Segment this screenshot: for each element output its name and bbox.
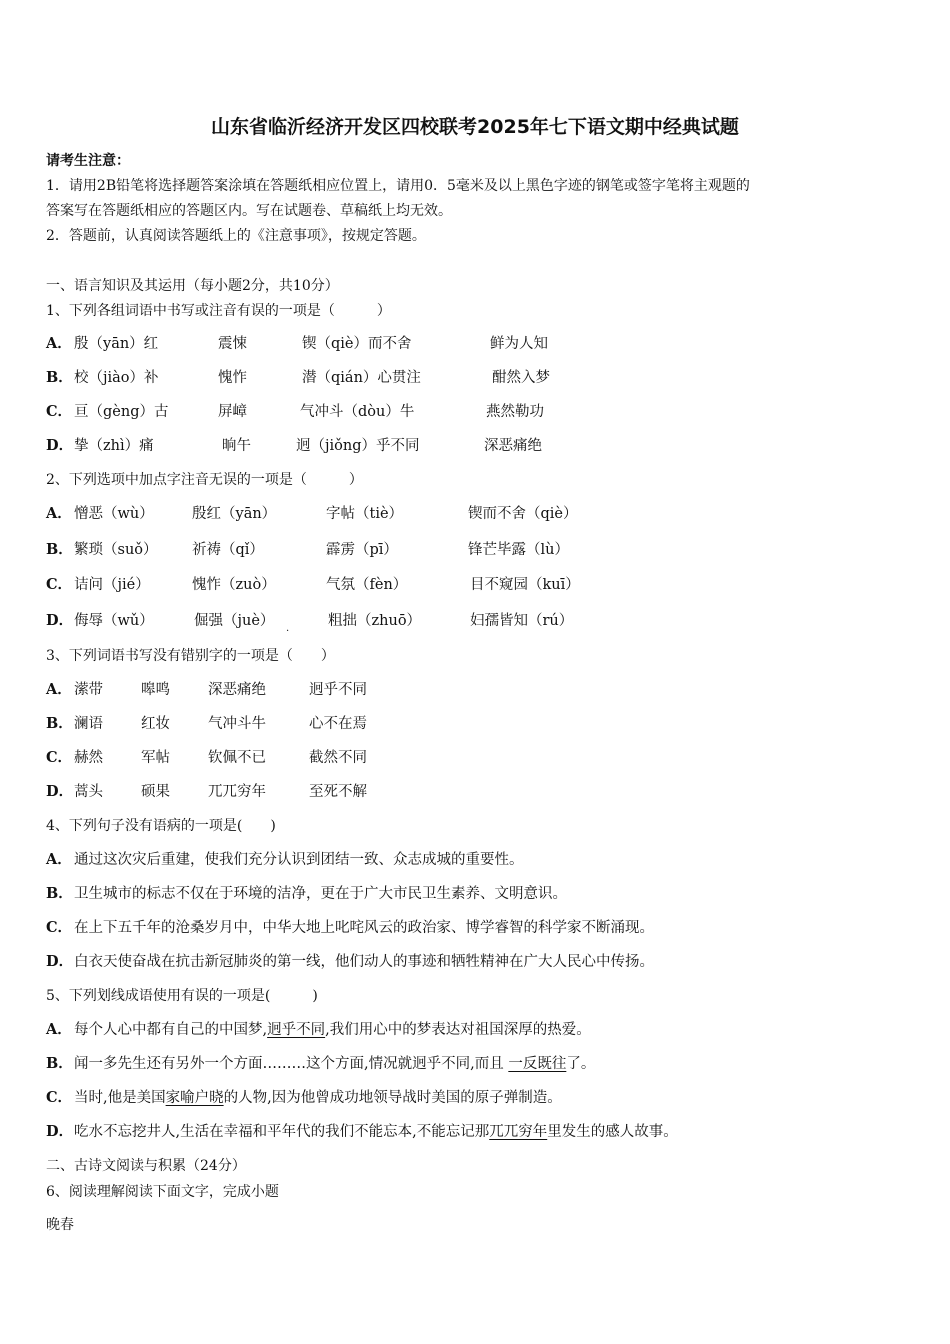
q3-option-c[interactable]: C． 赫然 (46, 749, 103, 766)
q3-a-word-3: 深恶痛绝 (208, 682, 266, 698)
question-1-stem: 1、下列各组词语中书写或注音有误的一项是（ ） (46, 303, 391, 319)
q1-option-a[interactable]: A． 殷（yān）红 (46, 335, 159, 352)
q2-c-word-3: 气氛（fèn） (326, 577, 408, 593)
q3-b-word-3: 气冲斗牛 (208, 716, 266, 732)
question-5-stem: 5、下列划线成语使用有误的一项是( ) (46, 988, 318, 1004)
q4-option-b[interactable]: B．卫生城市的标志不仅在于环境的洁净，更在于广大市民卫生素养、文明意识。 (46, 885, 567, 902)
q4-option-a[interactable]: A． 通过这次灾后重建，使我们充分认识到团结一致、众志成城的重要性。 (46, 851, 524, 868)
q2-b-word-2: 祈祷（qǐ） (192, 542, 264, 558)
q2-c-word-4: 目不窥园（kuī） (470, 577, 580, 593)
q4-option-c[interactable]: C． 在上下五千年的沧桑岁月中，中华大地上叱咤风云的政治家、博学睿智的科学家不断涌现。 (46, 919, 654, 936)
q3-option-b[interactable]: B．澜语 (46, 715, 103, 732)
q3-c-word-3: 钦佩不已 (208, 750, 266, 766)
underlined-idiom: 迥乎不同 (267, 1022, 326, 1038)
q2-option-d[interactable]: D．侮辱（wǔ） (46, 612, 154, 629)
notice-heading: 请考生注意： (46, 153, 130, 169)
notice-item-2: 2．答题前，认真阅读答题纸上的《注意事项》，按规定答题。 (46, 228, 426, 244)
q5-option-c[interactable]: C． 当时,他是美国家喻户晓的人物,因为他曾成功地领导战时美国的原子弹制造。 (46, 1089, 562, 1106)
question-3-stem: 3、下列词语书写没有错别字的一项是（ ） (46, 648, 335, 664)
q3-a-word-4: 迥乎不同 (309, 682, 367, 698)
underlined-idiom: 家喻户晓 (165, 1090, 224, 1106)
q1-d-word-2: 晌午 (222, 438, 251, 454)
question-2-stem: 2、下列选项中加点字注音无误的一项是（ ） (46, 472, 363, 488)
q2-b-word-4: 锋芒毕露（lù） (468, 542, 569, 558)
q3-c-word-2: 军帖 (141, 750, 170, 766)
section-heading-2: 二、古诗文阅读与积累（24分） (46, 1158, 246, 1174)
q2-option-c[interactable]: C． 诘问（jié） (46, 576, 150, 593)
q2-d-word-3: 粗拙（zhuō） (328, 613, 422, 629)
q1-option-d[interactable]: D．挚（zhì）痛 (46, 437, 154, 454)
q2-option-a[interactable]: A． 憎恶（wù） (46, 505, 154, 522)
page-title: 山东省临沂经济开发区四校联考2025年七下语文期中经典试题 (211, 116, 739, 138)
q1-d-word-3: 迥（jiǒng）乎不同 (296, 438, 420, 454)
q3-b-word-4: 心不在焉 (309, 716, 367, 732)
q3-a-word-2: 嗥鸣 (141, 682, 170, 698)
q1-d-word-4: 深恶痛绝 (484, 438, 542, 454)
section-heading-1: 一、语言知识及其运用（每小题2分，共10分） (46, 278, 339, 294)
question-6-stem: 6、阅读理解阅读下面文字，完成小题 (46, 1184, 279, 1200)
q3-b-word-2: 红妆 (141, 716, 170, 732)
emphasis-dot: . (286, 623, 290, 634)
notice-item-1-cont: 答案写在答题纸相应的答题区内。写在试题卷、草稿纸上均无效。 (46, 203, 452, 219)
q1-a-word-3: 锲（qiè）而不舍 (302, 336, 412, 352)
q2-d-word-4: 妇孺皆知（rú） (470, 613, 574, 629)
q1-c-word-2: 屏嶂 (218, 404, 247, 420)
q1-c-word-4: 燕然勒功 (486, 404, 544, 420)
underlined-idiom: 兀兀穷年 (489, 1124, 548, 1140)
q2-c-word-2: 愧怍（zuò） (192, 577, 276, 593)
q2-a-word-4: 锲而不舍（qiè） (468, 506, 578, 522)
q2-a-word-3: 字帖（tiè） (326, 506, 404, 522)
q3-d-word-4: 至死不解 (309, 784, 367, 800)
q1-a-word-2: 震悚 (218, 336, 247, 352)
q1-a-word-4: 鲜为人知 (490, 336, 548, 352)
q5-option-d[interactable]: D．吃水不忘挖井人,生活在幸福和平年代的我们不能忘本,不能忘记那兀兀穷年里发生的感人故事。 (46, 1123, 678, 1140)
question-4-stem: 4、下列句子没有语病的一项是( ) (46, 818, 276, 834)
q3-option-a[interactable]: A． 潆带 (46, 681, 103, 698)
underlined-idiom: 一反既往 (508, 1056, 567, 1072)
q1-b-word-2: 愧怍 (218, 370, 247, 386)
q2-a-word-2: 殷红（yān） (192, 506, 277, 522)
q3-d-word-3: 兀兀穷年 (208, 784, 266, 800)
q2-option-b[interactable]: B．繁琐（suǒ） (46, 541, 158, 558)
q5-option-a[interactable]: A． 每个人心中都有自己的中国梦,迥乎不同,我们用心中的梦表达对祖国深厚的热爱。 (46, 1021, 591, 1038)
q2-d-word-2: 倔强（juè） (194, 613, 275, 629)
q3-option-d[interactable]: D．蒿头 (46, 783, 103, 800)
q2-b-word-3: 霹雳（pī） (326, 542, 398, 558)
q3-d-word-2: 硕果 (141, 784, 170, 800)
notice-item-1: 1．请用2B铅笔将选择题答案涂填在答题纸相应位置上，请用0．5毫米及以上黑色字迹的钢笔或签字笔将主观题的 (46, 178, 750, 194)
q4-option-d[interactable]: D．白衣天使奋战在抗击新冠肺炎的第一线，他们动人的事迹和牺牲精神在广大人民心中传扬。 (46, 953, 654, 970)
q1-c-word-3: 气冲斗（dòu）牛 (300, 404, 415, 420)
q1-option-c[interactable]: C． 亘（gèng）古 (46, 403, 169, 420)
q1-b-word-4: 酣然入梦 (492, 370, 550, 386)
q5-option-b[interactable]: B．闻一多先生还有另外一个方面………这个方面,情况就迥乎不同,而且 一反既往了。 (46, 1055, 596, 1072)
poem-title: 晚春 (46, 1217, 74, 1233)
q1-b-word-3: 潜（qián）心贯注 (302, 370, 421, 386)
q3-c-word-4: 截然不同 (309, 750, 367, 766)
q1-option-b[interactable]: B．校（jiào）补 (46, 369, 159, 386)
